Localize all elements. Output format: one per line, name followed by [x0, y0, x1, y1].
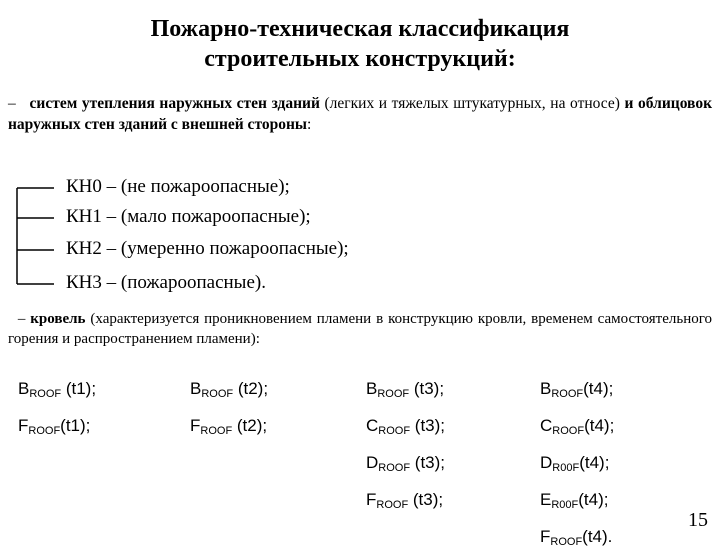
roof-class-item: [540, 484, 614, 521]
roof-class-subscript: R00F: [551, 499, 579, 511]
roof-class-suffix: (t2);: [233, 379, 269, 398]
roof-class-suffix: (t3);: [408, 490, 444, 509]
roof-class-subscript: ROOF: [377, 388, 410, 400]
title-colon: :: [507, 46, 516, 72]
title-line-2: [60, 44, 660, 74]
roof-class-item: [366, 484, 445, 521]
roof-class-item: [540, 447, 614, 484]
roof-class-letter: F: [540, 527, 551, 546]
roof-class-letter: D: [540, 453, 553, 472]
title-line-1: Пожарно-техническая классификация: [150, 16, 570, 42]
roof-column-1: [18, 373, 96, 447]
page-number: 15: [688, 509, 708, 531]
roof-class-item: [366, 447, 445, 484]
roof-class-item: [18, 373, 96, 410]
roof-column-4: [540, 373, 614, 558]
roof-class-subscript: ROOF: [201, 388, 234, 400]
roof-class-subscript: R00F: [552, 462, 580, 474]
roof-class-item: [366, 373, 445, 410]
roofing-paragraph: [8, 309, 712, 349]
roof-class-letter: E: [540, 490, 552, 509]
roof-class-suffix: (t4);: [583, 379, 614, 398]
roof-class-subscript: ROOF: [28, 425, 61, 437]
wall-dash: –: [8, 95, 16, 112]
class-item-kn1: КН1 – (мало пожароопасные);: [66, 206, 311, 227]
roof-class-letter: B: [366, 379, 378, 398]
roof-class-letter: B: [540, 379, 552, 398]
roof-class-suffix: (t2);: [232, 416, 268, 435]
class-item-kn0: КН0 – (не пожароопасные);: [66, 176, 290, 197]
roof-class-suffix: (t3);: [410, 416, 446, 435]
wall-bold-text-2: и облицовок наружных стен зданий с внешней стороны: [8, 95, 712, 133]
roof-dash: –: [17, 311, 26, 327]
roof-class-subscript: ROOF: [378, 425, 411, 437]
roof-class-subscript: ROOF: [550, 536, 583, 548]
page-title: [60, 14, 660, 74]
wall-systems-paragraph: [8, 93, 712, 135]
class-item-kn3: КН3 – (пожароопасные).: [66, 272, 266, 293]
roof-column-3: [366, 373, 445, 521]
roof-normal-text: (характеризуется проникновением пламени в конструкцию кровли, временем самостоятельного горения и распространением пламени):: [8, 311, 713, 347]
roof-class-suffix: (t4).: [582, 527, 613, 546]
title-line-2-text: строительных конструкций: [204, 46, 508, 72]
roof-class-item: [540, 373, 614, 410]
roof-class-item: [540, 410, 614, 447]
roof-class-letter: C: [540, 416, 553, 435]
roof-class-subscript: ROOF: [29, 388, 62, 400]
roof-class-item: [366, 410, 445, 447]
roof-class-letter: F: [18, 416, 29, 435]
roof-class-suffix: (t3);: [410, 453, 446, 472]
roof-class-letter: D: [366, 453, 379, 472]
roof-class-subscript: ROOF: [376, 499, 409, 511]
roof-class-suffix: (t4);: [578, 490, 609, 509]
roof-class-subscript: ROOF: [551, 388, 584, 400]
roof-class-item: [18, 410, 96, 447]
roof-class-suffix: (t4);: [579, 453, 610, 472]
wall-normal-text: (легких и тяжелых штукатурных, на относе): [324, 95, 620, 112]
roof-column-2: [190, 373, 268, 447]
roof-class-letter: B: [18, 379, 30, 398]
roof-bold-text: кровель: [30, 311, 86, 327]
wall-bold-text: систем утепления наружных стен зданий: [29, 95, 320, 112]
roof-class-subscript: ROOF: [378, 462, 411, 474]
roof-class-item: [190, 373, 268, 410]
roof-class-letter: B: [190, 379, 202, 398]
roof-class-subscript: ROOF: [200, 425, 233, 437]
roof-class-suffix: (t3);: [409, 379, 445, 398]
roof-class-suffix: (t1);: [61, 379, 97, 398]
classes-bracket: [16, 186, 56, 286]
roof-class-item: [190, 410, 268, 447]
roof-class-letter: F: [190, 416, 201, 435]
roof-class-letter: C: [366, 416, 379, 435]
class-item-kn2: КН2 – (умеренно пожароопасные);: [66, 238, 349, 259]
roof-class-suffix: (t1);: [60, 416, 91, 435]
roof-class-letter: F: [366, 490, 377, 509]
wall-colon: :: [307, 116, 312, 133]
roof-class-suffix: (t4);: [584, 416, 615, 435]
roof-class-subscript: ROOF: [552, 425, 585, 437]
